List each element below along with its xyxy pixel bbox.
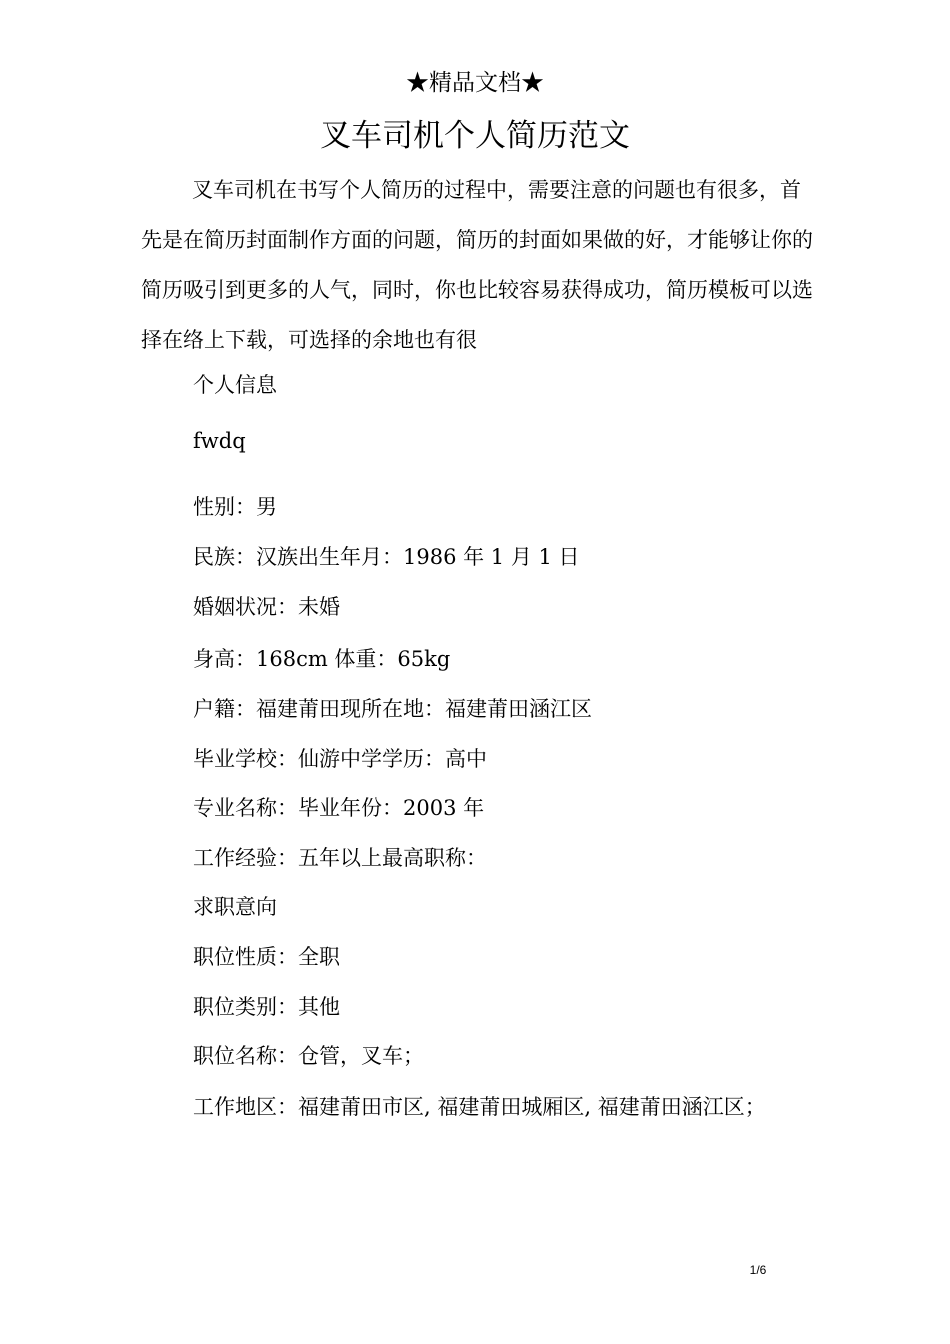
- resume-field-line: 户籍：福建莆田现所在地：福建莆田涵江区: [193, 697, 592, 721]
- intro-paragraph: 叉车司机在书写个人简历的过程中，需要注意的问题也有很多，首先是在简历封面制作方面的问题，简历的封面如果做的好，才能够让你的简历吸引到更多的人气，同时，你也比较容易获得成功，简历模板可以选择在络上下载，可选择的余地也有很: [141, 178, 813, 352]
- resume-field-line: 性别：男: [193, 495, 277, 519]
- resume-field-line: fwdq: [193, 429, 246, 453]
- section-heading-job-intention: 求职意向: [193, 895, 277, 919]
- resume-field-line: 身高：168cm 体重：65kg: [193, 647, 451, 671]
- resume-field-line: 职位性质：全职: [193, 945, 340, 969]
- page-number: 1/6: [749, 1263, 767, 1277]
- document-title: 叉车司机个人简历范文: [320, 118, 630, 154]
- resume-field-line: 专业名称：毕业年份：2003 年: [193, 796, 485, 820]
- section-heading-personal-info: 个人信息: [193, 373, 277, 397]
- resume-field-line: 工作经验：五年以上最高职称：: [193, 846, 487, 870]
- resume-field-line: 职位类别：其他: [193, 995, 340, 1019]
- resume-field-line: 婚姻状况：未婚: [193, 595, 340, 619]
- resume-field-line: 毕业学校：仙游中学学历：高中: [193, 747, 487, 771]
- resume-field-line: 民族：汉族出生年月：1986 年 1 月 1 日: [193, 545, 580, 569]
- resume-field-line: 职位名称：仓管，叉车；: [193, 1044, 424, 1068]
- resume-field-line: 工作地区：福建莆田市区, 福建莆田城厢区, 福建莆田涵江区；: [193, 1095, 766, 1119]
- document-banner: ★精品文档★: [406, 70, 544, 96]
